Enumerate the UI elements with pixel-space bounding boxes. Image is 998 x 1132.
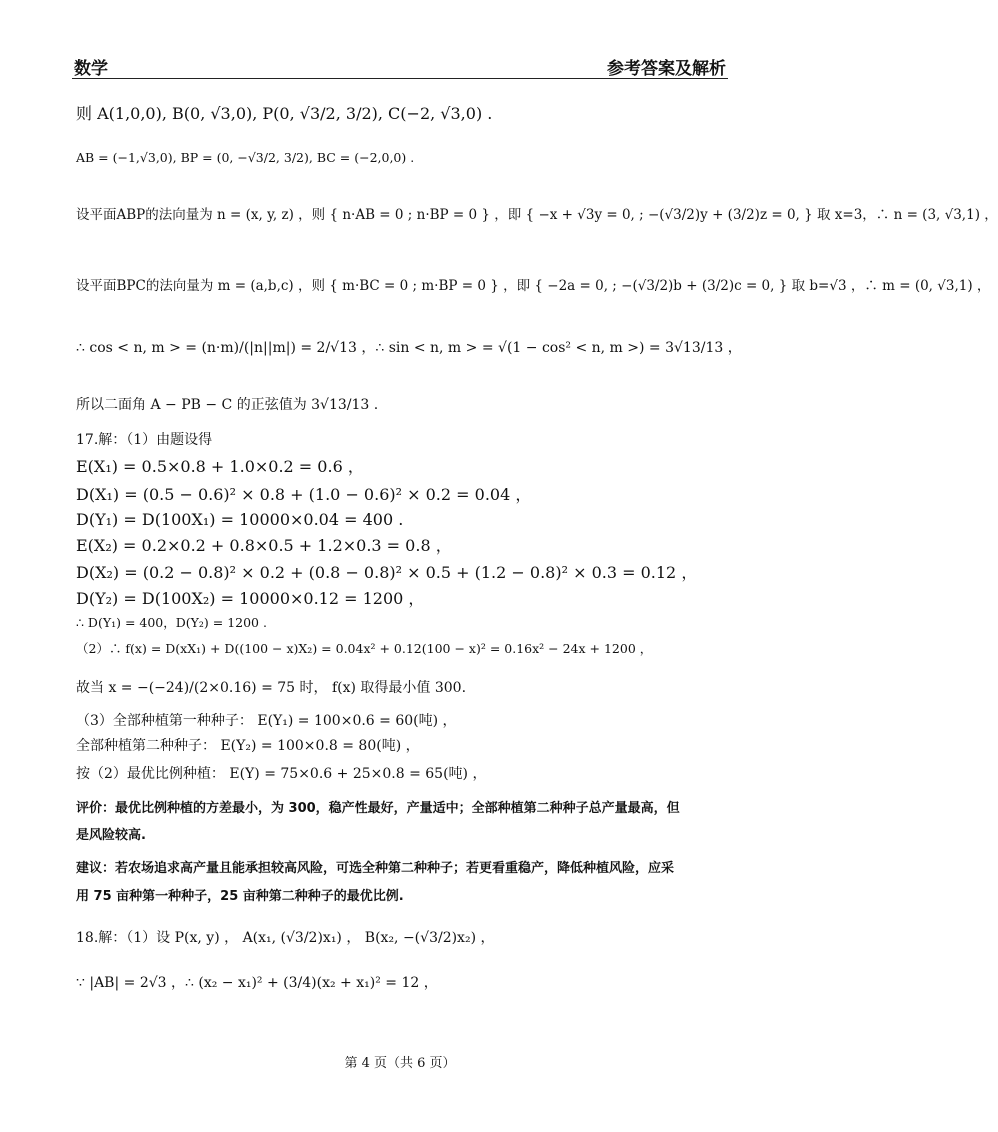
text-line: 故当 x = −(−24)/(2×0.16) = 75 时， f(x) 取得最小值 300. (76, 680, 467, 696)
text-line: 设平面ABP的法向量为 n = (x, y, z) ，则 { n·AB = 0 ; n·BP = 0 } ，即 { −x + √3y = 0, ; −(√3/2)y + (3/2)z = 0, } 取 x=3，∴ n = (3, √3,1) ， (76, 207, 998, 223)
text-line: E(X₂) = 0.2×0.2 + 0.8×0.5 + 1.2×0.3 = 0.8 ， (76, 536, 452, 555)
text-line: ∴ cos < n, m > = (n·m)/(|n||m|) = 2/√13 ，∴ sin < n, m > = √(1 − cos² < n, m >) = 3√13/13 ， (76, 340, 742, 356)
page-header (72, 52, 728, 79)
text-line: 评价：最优比例种植的方差最小，为 300，稳产性最好，产量适中；全部种植第二种种子总产量最高，但 (76, 801, 680, 816)
text-line: D(Y₁) = D(100X₁) = 10000×0.04 = 400 . (76, 510, 404, 529)
text-line: 所以二面角 A − PB − C 的正弦值为 3√13/13 . (76, 397, 379, 413)
text-line: 建议：若农场追求高产量且能承担较高风险，可选全种第二种种子；若更看重稳产，降低种植风险，应采 (76, 861, 675, 876)
header-title: 参考答案及解析 (607, 59, 726, 79)
text-line: （3）全部种植第一种种子： E(Y₁) = 100×0.6 = 60(吨) ， (76, 713, 457, 729)
text-line: 则 A(1,0,0), B(0, √3,0), P(0, √3/2, 3/2), C(−2, √3,0) . (76, 104, 493, 123)
text-line: D(Y₂) = D(100X₂) = 10000×0.12 = 1200 ， (76, 589, 425, 608)
text-line: ∵ |AB| = 2√3 ，∴ (x₂ − x₁)² + (3/4)(x₂ + x₁)² = 12 ， (76, 975, 438, 991)
text-line: 设平面BPC的法向量为 m = (a,b,c) ，则 { m·BC = 0 ; m·BP = 0 } ，即 { −2a = 0, ; −(√3/2)b + (3/2)c = 0, } 取 b=√3 ，∴ m = (0, √3,1) ， (76, 278, 991, 294)
text-line: D(X₁) = (0.5 − 0.6)² × 0.8 + (1.0 − 0.6)² × 0.2 = 0.04 ， (76, 485, 532, 504)
text-line: 18.解：（1）设 P(x, y) ， A(x₁, (√3/2)x₁) ， B(x₂, −(√3/2)x₂) ， (76, 930, 495, 946)
text-line: 全部种植第二种种子： E(Y₂) = 100×0.8 = 80(吨) ， (76, 738, 420, 754)
text-line: ∴ D(Y₁) = 400，D(Y₂) = 1200 . (76, 615, 267, 630)
text-line: 17.解：（1）由题设得 (76, 432, 213, 448)
text-line: D(X₂) = (0.2 − 0.8)² × 0.2 + (0.8 − 0.8)² × 0.5 + (1.2 − 0.8)² × 0.3 = 0.12 ， (76, 563, 698, 582)
text-line: （2）∴ f(x) = D(xX₁) + D((100 − x)X₂) = 0.04x² + 0.12(100 − x)² = 0.16x² − 24x + 1200 ， (76, 641, 653, 656)
text-line: 用 75 亩种第一种种子，25 亩种第二种种子的最优比例. (76, 889, 404, 904)
text-line: 是风险较高. (76, 828, 146, 843)
text-line: 按（2）最优比例种植： E(Y) = 75×0.6 + 25×0.8 = 65(吨) ， (76, 766, 487, 782)
text-line: AB = (−1,√3,0), BP = (0, −√3/2, 3/2), BC = (−2,0,0) . (76, 150, 415, 165)
page-footer: 第 4 页（共 6 页） (344, 1056, 456, 1071)
text-line: E(X₁) = 0.5×0.8 + 1.0×0.2 = 0.6 ， (76, 457, 364, 476)
subject-label: 数学 (74, 59, 108, 79)
